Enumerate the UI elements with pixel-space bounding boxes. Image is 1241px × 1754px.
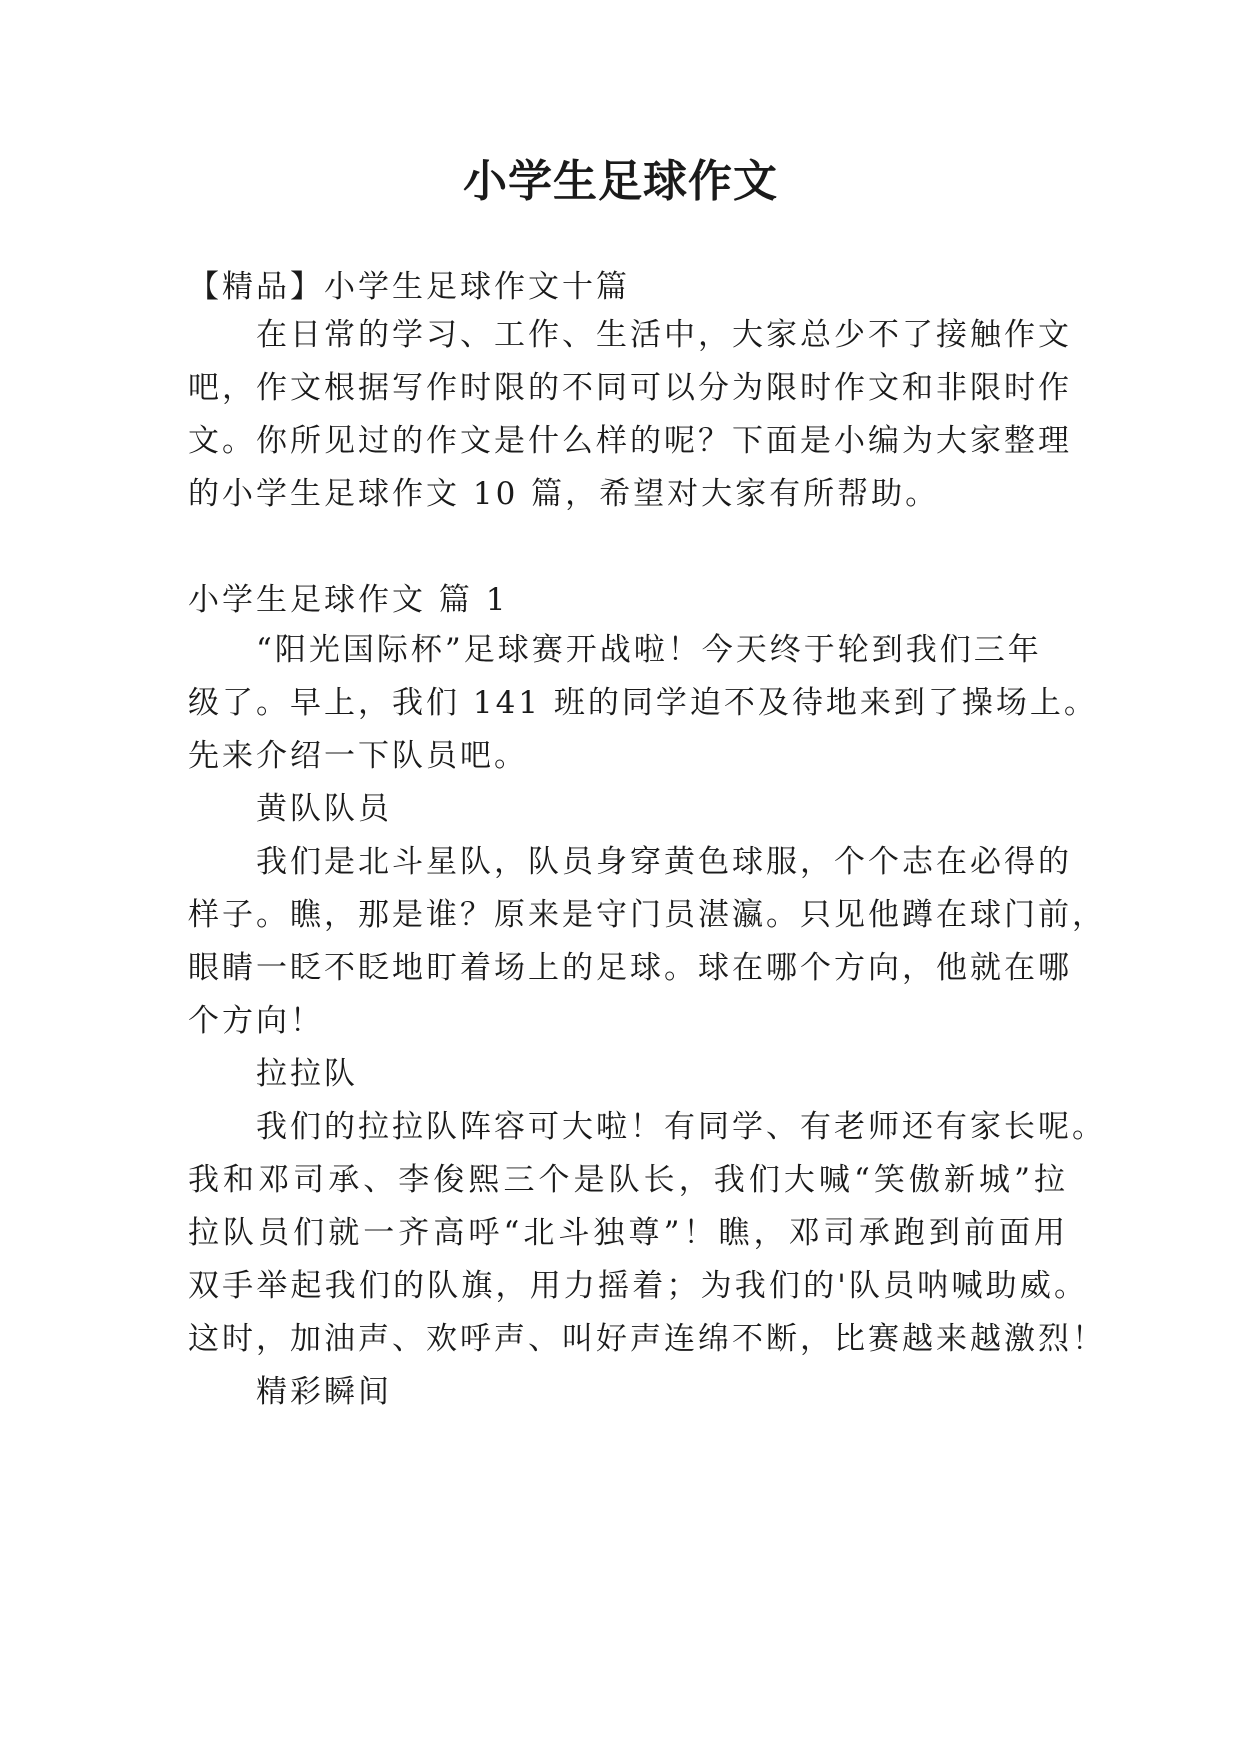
intro-line: 文。你所见过的作文是什么样的呢？下面是小编为大家整理 xyxy=(188,423,1072,459)
paragraph-line: 眼睛一眨不眨地盯着场上的足球。球在哪个方向，他就在哪 xyxy=(188,950,1072,986)
paragraph-line: 样子。瞧，那是谁？原来是守门员湛瀛。只见他蹲在球门前， xyxy=(188,897,1106,933)
document-subtitle: 【精品】小学生足球作文十篇 xyxy=(188,269,630,305)
subheading-highlights: 精彩瞬间 xyxy=(256,1374,392,1410)
intro-line: 的小学生足球作文 10 篇，希望对大家有所帮助。 xyxy=(188,476,940,512)
subheading-yellow-team: 黄队队员 xyxy=(256,791,392,827)
document-title: 小学生足球作文 xyxy=(463,156,778,207)
paragraph-line: 先来介绍一下队员吧。 xyxy=(188,738,528,774)
paragraph-line: 我们是北斗星队，队员身穿黄色球服，个个志在必得的 xyxy=(256,844,1072,880)
paragraph-line: 级了。早上，我们 141 班的同学迫不及待地来到了操场上。 xyxy=(188,685,1098,721)
paragraph-line: “阳光国际杯”足球赛开战啦！今天终于轮到我们三年 xyxy=(256,632,1042,668)
subheading-cheer-team: 拉拉队 xyxy=(256,1056,358,1092)
paragraph-line: 个方向！ xyxy=(188,1003,324,1039)
intro-line: 在日常的学习、工作、生活中，大家总少不了接触作文 xyxy=(256,317,1072,353)
paragraph-line: 拉队员们就一齐高呼“北斗独尊”！瞧，邓司承跑到前面用 xyxy=(188,1215,1068,1251)
paragraph-line: 双手举起我们的队旗，用力摇着；为我们的'队员呐喊助威。 xyxy=(188,1268,1088,1304)
paragraph-line: 我们的拉拉队阵容可大啦！有同学、有老师还有家长呢。 xyxy=(256,1109,1106,1145)
section-heading: 小学生足球作文 篇 1 xyxy=(188,582,509,618)
paragraph-line: 这时，加油声、欢呼声、叫好声连绵不断，比赛越来越激烈！ xyxy=(188,1321,1106,1357)
intro-line: 吧，作文根据写作时限的不同可以分为限时作文和非限时作 xyxy=(188,370,1072,406)
paragraph-line: 我和邓司承、李俊熙三个是队长，我们大喊“笑傲新城”拉 xyxy=(188,1162,1068,1198)
